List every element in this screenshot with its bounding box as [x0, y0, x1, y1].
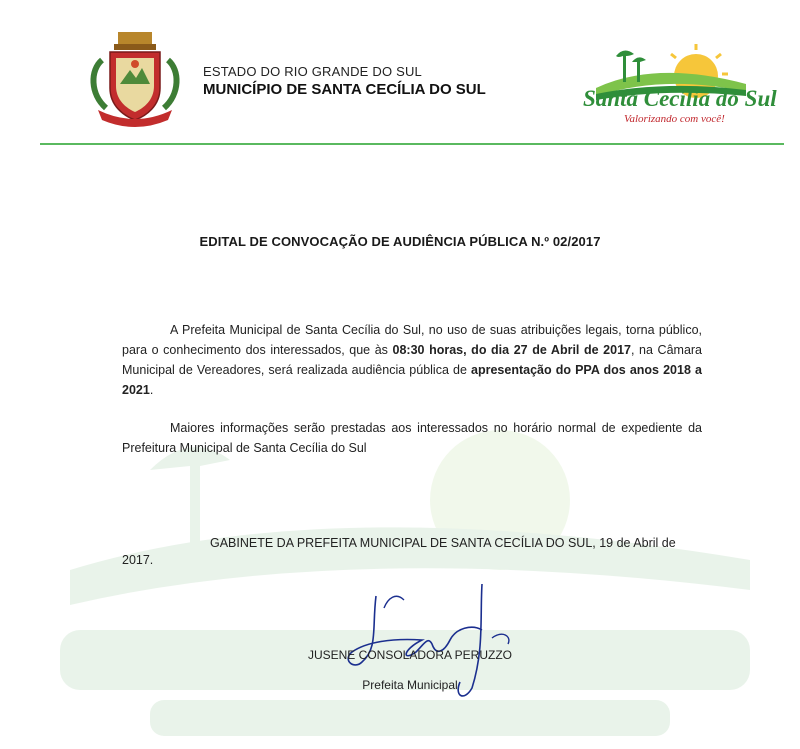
paragraph-information-text: Maiores informações serão prestadas aos interessados no horário normal de expediente da Prefeitura Municipal de Santa Cecília do Sul [122, 421, 702, 455]
logo-title: Santa Cecília do Sul [583, 86, 777, 111]
paragraph-text-c: . [149, 383, 154, 397]
signer-name: JUSENE CONSOLADORA PERUZZO [307, 648, 513, 662]
paragraph-text-b: , na Câmara Municipal de Vereadores, será realizada audiência pública de [122, 343, 703, 377]
logo-subtitle: Valorizando com você! [624, 113, 725, 125]
header-divider [40, 143, 784, 145]
paragraph-information [122, 418, 702, 458]
paragraph-announcement [122, 320, 702, 400]
closing-line: GABINETE DA PREFEITA MUNICIPAL DE SANTA CECÍLIA DO SUL, 19 de Abril de [210, 536, 676, 550]
municipal-crest-icon [84, 30, 186, 130]
municipality-name: MUNICÍPIO DE SANTA CECÍLIA DO SUL [203, 81, 486, 98]
document-title: EDITAL DE CONVOCAÇÃO DE AUDIÊNCIA PÚBLICA N.º 02/2017 [199, 234, 601, 249]
paragraph-text-a: A Prefeita Municipal de Santa Cecília do Sul, no uso de suas atribuições legais, torna público, para o conhecimento dos interessados, que às [122, 323, 702, 357]
header-text [203, 64, 486, 98]
signer-role: Prefeita Municipal [362, 678, 458, 692]
paragraph-bold-time: 08:30 horas, do dia 27 de Abril de 2017 [392, 343, 631, 357]
closing-year: 2017. [122, 553, 154, 567]
state-name: ESTADO DO RIO GRANDE DO SUL [203, 64, 422, 79]
paragraph-bold-subject: apresentação do PPA dos anos 2018 a 2021 [122, 363, 702, 397]
